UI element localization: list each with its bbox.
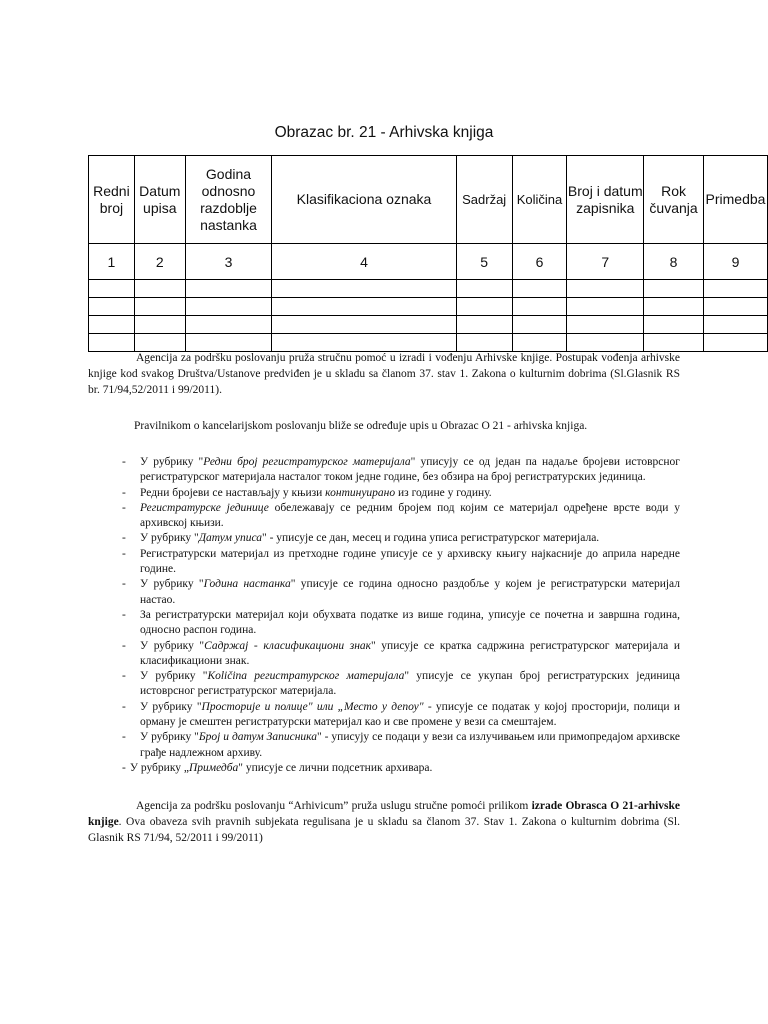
table-cell xyxy=(512,316,567,334)
table-cell xyxy=(134,280,185,298)
table-cell xyxy=(134,316,185,334)
service-paragraph xyxy=(88,798,680,846)
list-dash: - xyxy=(122,700,126,713)
list-dash: - xyxy=(122,639,126,652)
table-cell xyxy=(512,280,567,298)
rule-emphasis: Датум уписа xyxy=(198,532,262,545)
rule-text: У рубрику " xyxy=(140,731,199,744)
rule-emphasis: Садржај - класификациони знак xyxy=(204,639,372,652)
table-cell xyxy=(456,316,512,334)
rule-text: У рубрику " xyxy=(140,700,202,713)
list-item xyxy=(88,501,680,532)
table-cell xyxy=(567,298,644,316)
table-cell xyxy=(89,316,135,334)
service-text: . Ova obaveza svih pravnih subjekata regulisana je u skladu sa članom 37. Stav 1. Zakona o kulturnim dobrima (Sl. Glasnik RS 71/94, 52/2011 i 99/2011) xyxy=(88,816,680,844)
rule-text: Редни бројеви се настављају у књизи xyxy=(140,486,326,499)
column-header-kolicina: Količina xyxy=(512,156,567,244)
column-header-sadrzaj: Sadržaj xyxy=(456,156,512,244)
list-dash: - xyxy=(122,608,126,621)
service-text: Agencija za podršku poslovanju “Arhivicum” pruža uslugu stručne pomoći prilikom xyxy=(136,800,532,812)
table-cell xyxy=(185,280,272,298)
list-item xyxy=(88,531,680,546)
list-dash: - xyxy=(122,547,126,560)
list-item xyxy=(88,486,680,501)
column-number: 6 xyxy=(512,244,567,280)
rule-text: " уписују се од један па надаље бројеви истоврсног регистратурског материјала насталог током једне године, без обзира на број регистратурских јединица. xyxy=(140,456,680,484)
table-cell xyxy=(89,298,135,316)
table-cell xyxy=(272,316,456,334)
column-number: 8 xyxy=(644,244,704,280)
list-dash: - xyxy=(122,670,126,683)
table-empty-row xyxy=(89,280,768,298)
rule-text: " уписује се година односно раздобље у којем је регистратурски материјал настао. xyxy=(140,578,681,606)
list-item xyxy=(88,669,680,700)
column-number: 7 xyxy=(567,244,644,280)
column-header-broj-i-datum-zapisnika: Broj i datum zapisnika xyxy=(567,156,644,244)
table-cell xyxy=(644,280,704,298)
rule-text: из године у годину. xyxy=(395,486,492,499)
rule-emphasis: Просторије и полице" или „Место у депоу" xyxy=(201,700,424,713)
table-empty-row xyxy=(89,298,768,316)
list-dash: - xyxy=(122,578,126,591)
table-cell xyxy=(185,334,272,352)
rule-text: У рубрику " xyxy=(140,532,199,545)
list-item xyxy=(88,547,680,578)
list-item xyxy=(88,577,680,608)
table-cell xyxy=(512,334,567,352)
table-cell xyxy=(644,316,704,334)
table-cell xyxy=(567,316,644,334)
table-cell xyxy=(272,280,456,298)
column-header-primedba: Primedba xyxy=(703,156,767,244)
rule-emphasis: Редни број регистратурског материјала xyxy=(203,456,411,468)
rulebook-paragraph: Pravilnikom o kancelarijskom poslovanju bliže se određuje upis u Obrazac O 21 - arhivska knjiga. xyxy=(134,420,588,432)
rule-text: У рубрику " xyxy=(140,639,205,652)
table-cell xyxy=(456,298,512,316)
list-dash: - xyxy=(122,731,126,744)
table-cell xyxy=(89,334,135,352)
table-number-row xyxy=(89,244,768,280)
table-cell xyxy=(185,298,272,316)
table-cell xyxy=(89,280,135,298)
table-cell xyxy=(512,298,567,316)
column-number: 3 xyxy=(185,244,272,280)
list-item xyxy=(88,761,680,776)
rule-text: " уписује се лични подсетник архивара. xyxy=(238,761,433,774)
table-cell xyxy=(567,280,644,298)
rule-emphasis: Број и датум Записника xyxy=(198,731,318,744)
column-header-redni-broj: Redni broj xyxy=(89,156,135,244)
list-item xyxy=(88,455,680,486)
rule-text: У рубрику " xyxy=(140,578,204,591)
archive-book-table xyxy=(88,155,768,352)
rule-emphasis: континуирано xyxy=(325,486,396,499)
rule-text: Регистратурски материјал из претходне године уписује се у архивску књигу најкасније до априла наредне године. xyxy=(140,547,680,576)
table-cell xyxy=(703,298,767,316)
table-cell xyxy=(644,334,704,352)
list-dash: - xyxy=(122,532,126,545)
rule-emphasis: Година настанка xyxy=(203,578,291,591)
rule-text: " уписује се кратка садржина регистратурског материјала и класификациони знак. xyxy=(140,639,680,667)
service-highlight: izrade Obrasca O 21-arhivske knjige xyxy=(88,800,681,828)
rule-text: За регистратурски материјал који обухвата податке из више година, уписује се почетна и завршна година, односно распон година. xyxy=(140,608,680,637)
column-header-klasifikaciona-oznaka: Klasifikaciona oznaka xyxy=(272,156,456,244)
entry-rules-list xyxy=(88,455,680,776)
column-header-datum-upisa: Datum upisa xyxy=(134,156,185,244)
rule-text: У рубрику „ xyxy=(129,761,189,774)
table-cell xyxy=(703,334,767,352)
table-cell xyxy=(703,316,767,334)
table-cell xyxy=(456,334,512,352)
table-cell xyxy=(456,280,512,298)
table-cell xyxy=(272,334,456,352)
rule-text: " уписује се укупан број регистратурских јединица истоврсног регистратурског материјала. xyxy=(140,670,681,698)
list-item xyxy=(88,730,680,761)
list-item xyxy=(88,639,680,670)
table-cell xyxy=(134,298,185,316)
rule-text: обележавају се редним бројем под којим се материјал одређене врсте води у архивској књизи. xyxy=(140,501,680,530)
rule-text: - уписује се податак у којој просторији, полици и орману је смештен регистратурски материјал као и све промене у вези са смештајем. xyxy=(140,700,680,729)
list-dash: - xyxy=(122,761,126,774)
table-cell xyxy=(134,334,185,352)
list-dash: - xyxy=(122,456,126,468)
list-item xyxy=(88,608,680,639)
table-empty-row xyxy=(89,334,768,352)
column-header-rok-cuvanja: Rok čuvanja xyxy=(644,156,704,244)
column-number: 4 xyxy=(272,244,456,280)
rule-text: У рубрику " xyxy=(140,456,204,468)
table-empty-row xyxy=(89,316,768,334)
rule-text: " - уписује се дан, месец и година уписа регистратурског материјала. xyxy=(262,532,600,545)
rule-emphasis: Примедба xyxy=(188,761,239,774)
rule-emphasis: Količina регистратурског материјала xyxy=(207,670,405,683)
list-item xyxy=(88,700,680,731)
column-header-godina: Godina odnosno razdoblje nastanka xyxy=(185,156,272,244)
list-dash: - xyxy=(122,501,126,514)
table-cell xyxy=(567,334,644,352)
rule-text: " - уписују се подаци у вези са излучивањем или примопредајом архивске грађе надлежном архиву. xyxy=(140,731,680,759)
table-cell xyxy=(703,280,767,298)
table-header-row xyxy=(89,156,768,244)
table-cell xyxy=(644,298,704,316)
rule-emphasis: Регистратурске јединице xyxy=(140,501,269,514)
intro-paragraph: Agencija za podršku poslovanju pruža stručnu pomoć u izradi i vođenju Arhivske knjige. Postupak vođenja arhivske knjige kod svakog Društva/Ustanove predviđen je u skladu sa članom 37. stav 1. Zakona o kulturnim dobrima (Sl.Glasnik RS br. 71/94,52/2011 i 99/2011). xyxy=(88,352,680,396)
column-number: 9 xyxy=(703,244,767,280)
table-cell xyxy=(272,298,456,316)
column-number: 2 xyxy=(134,244,185,280)
page-title: Obrazac br. 21 - Arhivska knjiga xyxy=(274,124,494,141)
table-cell xyxy=(185,316,272,334)
column-number: 1 xyxy=(89,244,135,280)
rule-text: У рубрику " xyxy=(140,670,208,683)
column-number: 5 xyxy=(456,244,512,280)
list-dash: - xyxy=(122,486,126,499)
